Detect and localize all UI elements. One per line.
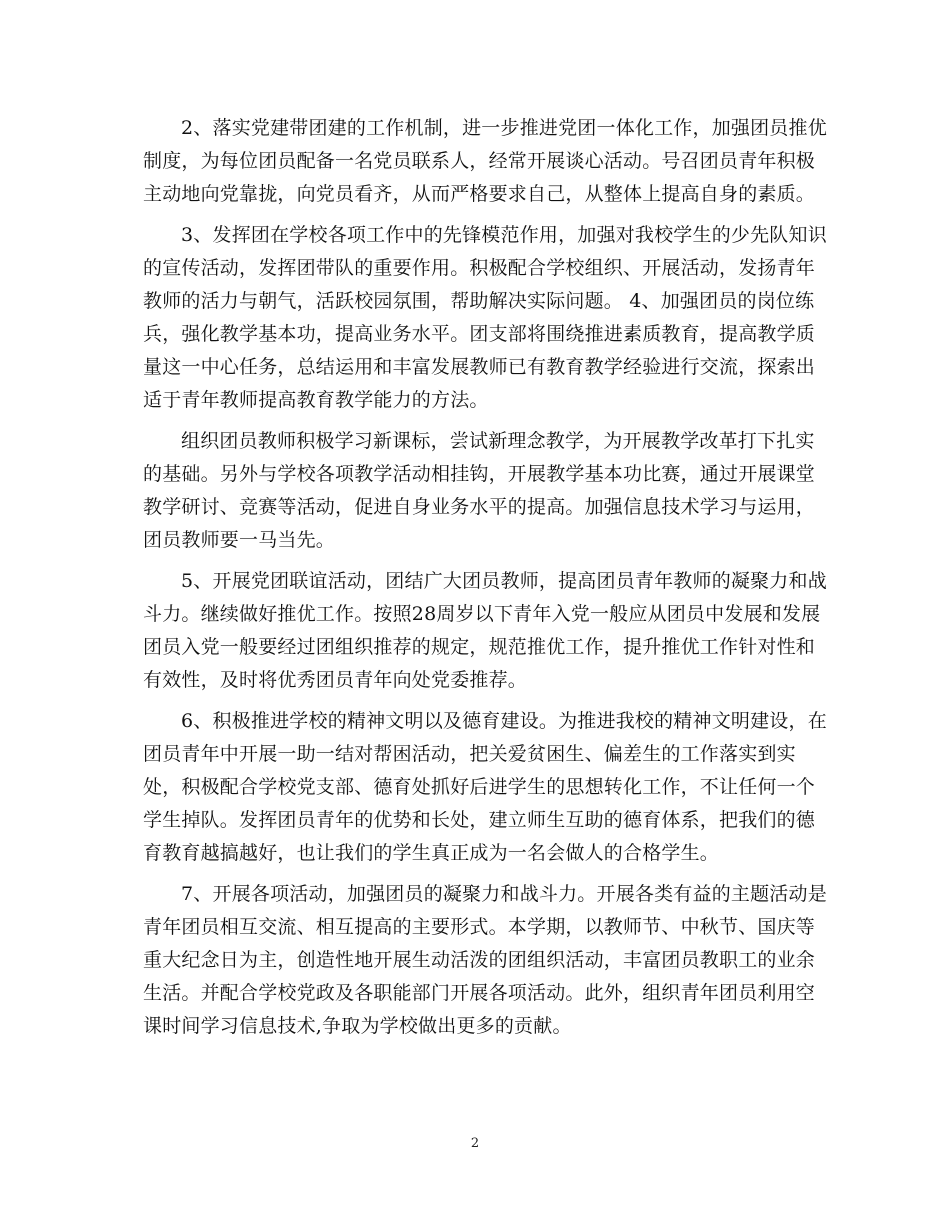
text-line: 5、开展党团联谊活动，团结广大团员教师，提高团员青年教师的凝聚力和战	[181, 570, 827, 592]
text-line: 处，积极配合学校党支部、德育处抓好后进学生的思想转化工作，不让任何一个	[143, 776, 816, 798]
text-line: 7、开展各项活动，加强团员的凝聚力和战斗力。开展各类有益的主题活动是	[181, 883, 827, 905]
paragraph-3	[143, 425, 816, 557]
text-line: 6、积极推进学校的精神文明以及德育建设。为推进我校的精神文明建设，在	[181, 710, 827, 732]
text-line: 课时间学习信息技术,争取为学校做出更多的贡献。	[143, 1015, 572, 1037]
text-line: 兵，强化教学基本功，提高业务水平。团支部将围绕推进素质教育，提高教学质	[143, 323, 816, 345]
page-number: 2	[470, 1136, 480, 1151]
paragraph-5	[143, 705, 827, 870]
paragraph-1	[143, 112, 827, 211]
text-line: 教师的活力与朝气，活跃校园氛围，帮助解决实际问题。 4、加强团员的岗位练	[143, 290, 815, 312]
text-line: 3、发挥团在学校各项工作中的先锋模范作用，加强对我校学生的少先队知识	[181, 224, 827, 246]
text-line: 青年团员相互交流、相互提高的主要形式。本学期，以教师节、中秋节、国庆等	[143, 916, 816, 938]
text-line: 有效性，及时将优秀团员青年向处党委推荐。	[143, 669, 528, 691]
text-line: 量这一中心任务，总结运用和丰富发展教师已有教育教学经验进行交流，探索出	[143, 356, 816, 378]
text-line: 斗力。继续做好推优工作。按照28周岁以下青年入党一般应从团员中发展和发展	[143, 603, 821, 625]
paragraph-2	[143, 219, 827, 417]
text-line: 育教育越搞越好，也让我们的学生真正成为一名会做人的合格学生。	[143, 842, 720, 864]
text-line: 团员青年中开展一助一结对帮困活动，把关爱贫困生、偏差生的工作落实到实	[143, 743, 796, 765]
text-line: 2、落实党建带团建的工作机制，进一步推进党团一体化工作，加强团员推优	[181, 117, 827, 139]
text-line: 重大纪念日为主，创造性地开展生动活泼的团组织活动，丰富团员教职工的业余	[143, 949, 816, 971]
text-line: 学生掉队。发挥团员青年的优势和长处，建立师生互助的德育体系，把我们的德	[143, 809, 816, 831]
text-line: 教学研讨、竞赛等活动，促进自身业务水平的提高。加强信息技术学习与运用，	[143, 496, 816, 518]
text-line: 制度，为每位团员配备一名党员联系人，经常开展谈心活动。号召团员青年积极	[143, 150, 816, 172]
text-line: 生活。并配合学校党政及各职能部门开展各项活动。此外，组织青年团员利用空	[143, 982, 816, 1004]
text-line: 组织团员教师积极学习新课标，尝试新理念教学，为开展教学改革打下扎实	[181, 430, 815, 452]
paragraph-6	[143, 878, 827, 1043]
document-body	[143, 112, 827, 1051]
text-line: 团员入党一般要经过团组织推荐的规定，规范推优工作，提升推优工作针对性和	[143, 636, 816, 658]
text-line: 的宣传活动，发挥团带队的重要作用。积极配合学校组织、开展活动，发扬青年	[143, 257, 816, 279]
text-line: 适于青年教师提高教育教学能力的方法。	[143, 389, 489, 411]
text-line: 团员教师要一马当先。	[143, 529, 336, 551]
text-line: 的基础。另外与学校各项教学活动相挂钩，开展教学基本功比赛，通过开展课堂	[143, 463, 816, 485]
text-line: 主动地向党靠拢，向党员看齐，从而严格要求自己，从整体上提高自身的素质。	[143, 183, 816, 205]
paragraph-4	[143, 565, 827, 697]
